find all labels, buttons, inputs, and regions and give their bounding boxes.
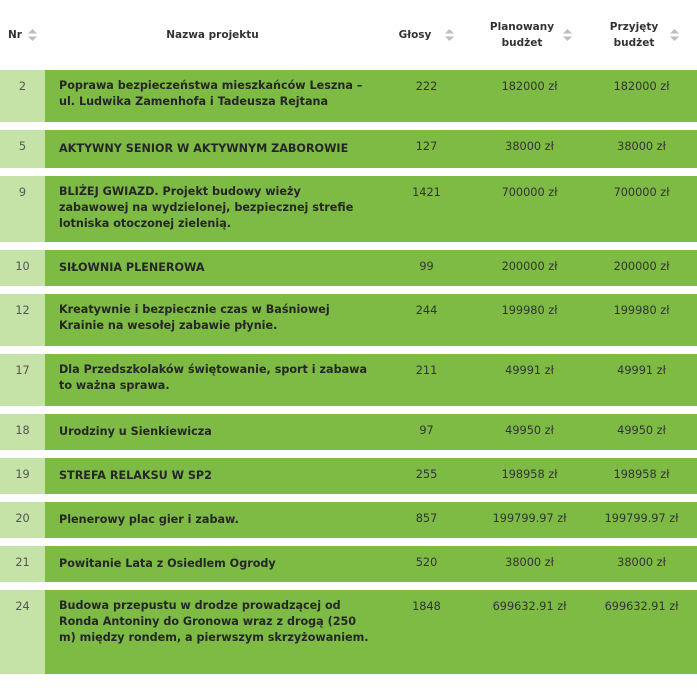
sort-arrows-icon[interactable] — [28, 29, 37, 41]
cell-votes: 520 — [415, 556, 438, 569]
cell-nr: 10 — [0, 250, 45, 286]
column-header-name — [45, 0, 380, 70]
cell-planned-budget: 38000 zł — [505, 556, 554, 569]
cell-votes: 857 — [415, 512, 438, 525]
cell-project-name: Powitanie Lata z Osiedlem Ogrody — [59, 557, 276, 570]
cell-planned-budget: 199799.97 zł — [492, 512, 567, 525]
cell-planned-budget: 200000 zł — [501, 260, 558, 273]
cell-planned-budget: 38000 zł — [505, 140, 554, 153]
row-divider — [0, 122, 697, 130]
cell-nr: 9 — [0, 176, 45, 242]
column-header-nr-label: Nr — [8, 29, 22, 41]
cell-project-name: BLIŻEJ GWIAZD. Projekt budowy wieży zabawowej na wydzielonej, bezpiecznej strefie lotniska otoczonej zielenią. — [59, 185, 354, 230]
cell-project-name: AKTYWNY SENIOR W AKTYWNYM ZABOROWIE — [59, 142, 349, 155]
cell-accepted-budget: 199799.97 zł — [604, 512, 679, 525]
cell-votes: 1421 — [412, 186, 441, 199]
sort-arrows-icon[interactable] — [670, 29, 679, 41]
table-row — [0, 502, 697, 538]
cell-nr: 5 — [0, 130, 45, 168]
cell-accepted-budget: 200000 zł — [613, 260, 670, 273]
column-header-planned-label: Planowany budżet — [489, 21, 555, 49]
cell-nr: 21 — [0, 546, 45, 582]
cell-planned-budget: 199980 zł — [501, 304, 558, 317]
column-header-votes[interactable] — [380, 0, 473, 70]
row-divider — [0, 450, 697, 458]
cell-project-name: Dla Przedszkolaków świętowanie, sport i zabawa to ważna sprawa. — [59, 363, 368, 392]
cell-votes: 211 — [415, 364, 438, 377]
table-row — [0, 176, 697, 242]
cell-project-name: Budowa przepustu w drodze prowadzącej od Ronda Antoniny do Gronowa wraz z drogą (250 m) między rondem, a pierwszym skrzyżowaniem. — [59, 599, 369, 644]
cell-project-name: Urodziny u Sienkiewicza — [59, 425, 212, 438]
sort-arrows-icon[interactable] — [445, 29, 454, 41]
cell-accepted-budget: 38000 zł — [617, 556, 666, 569]
column-header-planned[interactable] — [473, 0, 586, 70]
cell-planned-budget: 699632.91 zł — [492, 600, 567, 613]
row-divider — [0, 538, 697, 546]
cell-accepted-budget: 199980 zł — [613, 304, 670, 317]
sort-arrows-icon[interactable] — [563, 29, 572, 41]
table-row — [0, 414, 697, 450]
row-divider — [0, 242, 697, 250]
cell-nr: 24 — [0, 590, 45, 674]
cell-project-name: STREFA RELAKSU W SP2 — [59, 469, 212, 482]
cell-planned-budget: 49950 zł — [505, 424, 554, 437]
table-row — [0, 250, 697, 286]
cell-planned-budget: 49991 zł — [505, 364, 554, 377]
cell-nr: 18 — [0, 414, 45, 450]
table-row — [0, 70, 697, 122]
cell-nr: 19 — [0, 458, 45, 494]
table-row — [0, 590, 697, 674]
cell-votes: 244 — [415, 304, 438, 317]
cell-nr: 20 — [0, 502, 45, 538]
cell-project-name: Plenerowy plac gier i zabaw. — [59, 513, 239, 526]
cell-votes: 97 — [419, 424, 434, 437]
cell-accepted-budget: 198958 zł — [613, 468, 670, 481]
column-header-votes-label: Głosy — [398, 29, 432, 41]
cell-nr: 2 — [0, 70, 45, 122]
cell-project-name: SIŁOWNIA PLENEROWA — [59, 261, 205, 274]
table-row — [0, 294, 697, 346]
column-header-accepted-label: Przyjęty budżet — [609, 21, 659, 49]
cell-accepted-budget: 49991 zł — [617, 364, 666, 377]
cell-votes: 222 — [415, 80, 438, 93]
column-header-accepted[interactable] — [586, 0, 697, 70]
table-row — [0, 546, 697, 582]
table-row — [0, 354, 697, 406]
row-divider — [0, 168, 697, 176]
cell-accepted-budget: 699632.91 zł — [604, 600, 679, 613]
cell-accepted-budget: 49950 zł — [617, 424, 666, 437]
table-row — [0, 130, 697, 168]
cell-nr: 17 — [0, 354, 45, 406]
cell-planned-budget: 700000 zł — [501, 186, 558, 199]
cell-accepted-budget: 700000 zł — [613, 186, 670, 199]
cell-nr: 12 — [0, 294, 45, 346]
table-row — [0, 458, 697, 494]
cell-planned-budget: 198958 zł — [501, 468, 558, 481]
row-divider — [0, 346, 697, 354]
row-divider — [0, 494, 697, 502]
column-header-name-label: Nazwa projektu — [166, 29, 259, 41]
cell-accepted-budget: 182000 zł — [613, 80, 670, 93]
row-divider — [0, 582, 697, 590]
column-header-nr[interactable] — [0, 0, 45, 70]
cell-planned-budget: 182000 zł — [501, 80, 558, 93]
cell-votes: 127 — [415, 140, 438, 153]
cell-votes: 99 — [419, 260, 434, 273]
row-divider — [0, 406, 697, 414]
row-divider — [0, 286, 697, 294]
cell-votes: 255 — [415, 468, 438, 481]
cell-project-name: Kreatywnie i bezpiecznie czas w Baśniowej Krainie na wesołej zabawie płynie. — [59, 303, 330, 332]
cell-votes: 1848 — [412, 600, 441, 613]
table-header — [0, 0, 697, 70]
cell-accepted-budget: 38000 zł — [617, 140, 666, 153]
cell-project-name: Poprawa bezpieczeństwa mieszkańców Leszna – ul. Ludwika Zamenhofa i Tadeusza Rejtana — [59, 79, 363, 108]
